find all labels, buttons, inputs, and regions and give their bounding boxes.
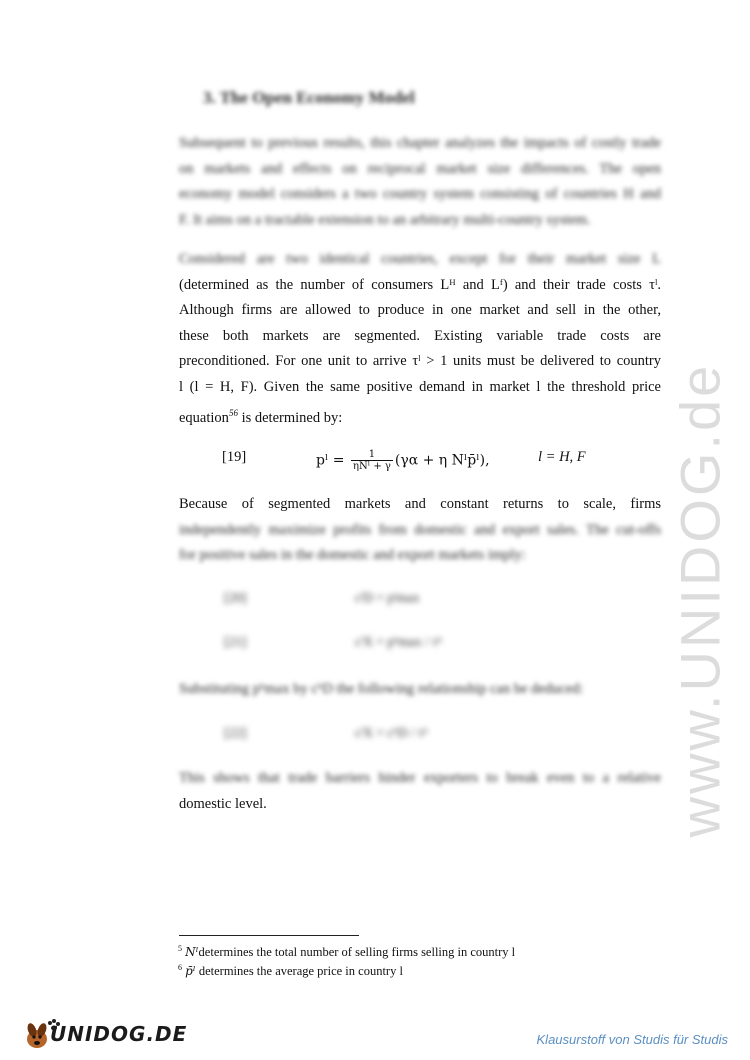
footnote-symbol: Nˡ (185, 945, 199, 960)
text-line: This shows that trade barriers hinder exporters to break even to a relative (179, 770, 661, 786)
footnote-5 (178, 944, 515, 960)
fraction-numerator: 1 (351, 449, 393, 461)
footer-tagline: Klausurstoff von Studis für Studis (536, 1032, 728, 1047)
equation-number: [19] (222, 449, 247, 465)
equation-number: [20] (224, 590, 247, 605)
footnote-text: determines the average price in country l (195, 964, 403, 979)
paragraph-conclusion (179, 766, 661, 817)
text-line: Although firms are allowed to produce in one market and sell in the other, (179, 302, 661, 319)
text-line: domestic level. (179, 795, 267, 812)
text-line: Substituting pʰmax by cʰD the following relationship can be deduced: (179, 681, 584, 697)
text-line: Subsequent to previous results, this chapter analyzes the impacts of costly trade (179, 135, 661, 151)
equation-formula: cˡX = cʰD / τʰ (355, 725, 428, 740)
formula-lhs: pˡ = (316, 452, 349, 469)
formula-rhs: (γα + η Nˡp̄ˡ), (394, 452, 490, 469)
paragraph-segmented (179, 492, 661, 569)
equation-formula: cˡD = pˡmax (355, 590, 420, 605)
text-line: F. It aims on a tractable extension to an arbitrary multi-country system. (179, 211, 591, 228)
text-line: for positive sales in the domestic and export markets imply: (179, 547, 526, 564)
paragraph-intro (179, 131, 661, 233)
watermark-text: www.UNIDOG.de (668, 362, 732, 838)
text-line: on markets and effects on reciprocal market size differences. The open (179, 160, 661, 177)
fraction-denominator: ηNˡ + γ (353, 461, 391, 472)
text-line: l (l = H, F). Given the same positive demand in market l the threshold price (179, 378, 661, 395)
footnote-ref: 56 (228, 407, 238, 418)
section-heading: 3. The Open Economy Model (203, 88, 415, 107)
text-fragment: equation (179, 409, 229, 426)
equation-formula (316, 449, 490, 472)
text-line: Considered are two identical countries, except for their market size L (179, 251, 661, 267)
footnote-6 (178, 963, 403, 979)
footnote-divider (179, 935, 359, 936)
text-line: economy model considers a two country system consisting of countries H and (179, 186, 661, 203)
text-line: (determined as the number of consumers Lᴴ and Lᶠ) and their trade costs τˡ. (179, 276, 661, 293)
footnote-mark: 6 (178, 963, 182, 972)
text-line: Because of segmented markets and constant returns to scale, firms (179, 496, 661, 512)
paragraph-model (179, 247, 661, 431)
text-line: these both markets are segmented. Existing variable trade costs are (179, 327, 661, 344)
equation-number: [22] (224, 725, 247, 740)
footnote-text: determines the total number of selling firms selling in country l (198, 945, 516, 960)
equation-condition: l = H, F (538, 449, 586, 465)
logo-wordmark: UNIDOG.DE (50, 1022, 188, 1046)
text-fragment: is determined by: (237, 409, 343, 426)
equation-formula: cˡX = pʰmax / τʰ (355, 634, 442, 649)
text-line: preconditioned. For one unit to arrive τˡ > 1 units must be delivered to country (179, 353, 661, 370)
footnote-mark: 5 (178, 944, 182, 953)
text-line: independently maximize profits from domestic and export sales. The cut-offs (179, 521, 661, 538)
footnote-symbol: p̄ˡ (185, 964, 196, 979)
text-line (179, 401, 661, 431)
equation-number: [21] (224, 634, 247, 649)
fraction (351, 449, 393, 472)
paragraph-substitution (179, 677, 661, 703)
